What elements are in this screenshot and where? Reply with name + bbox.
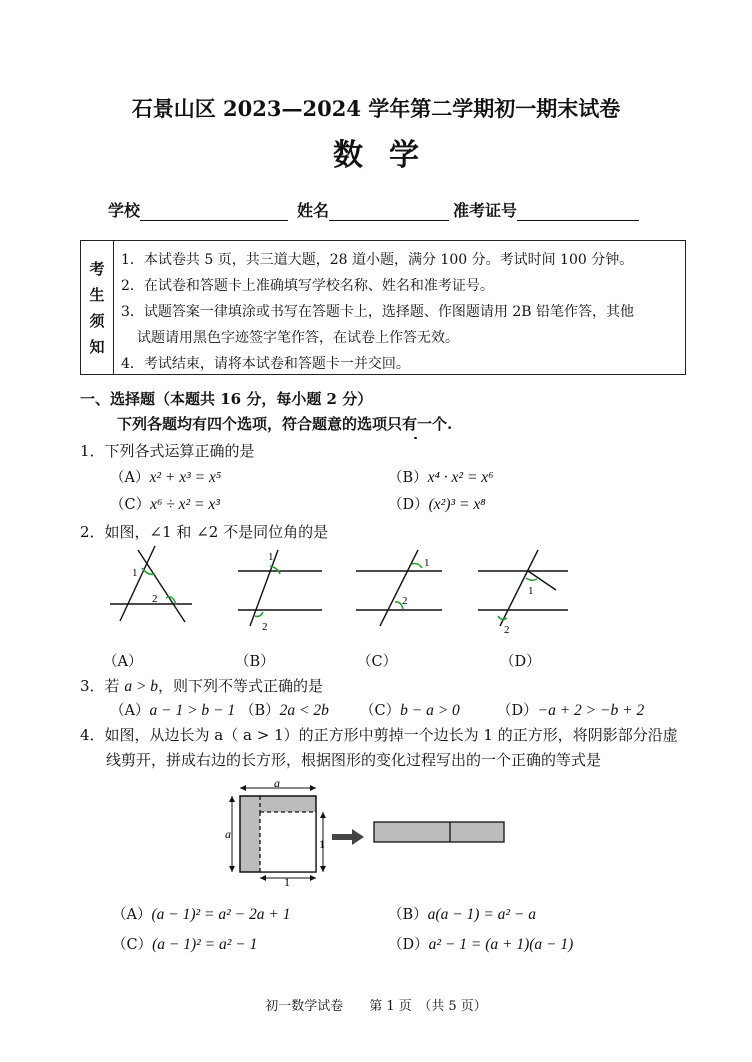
q3-option-d[interactable]: （D）−a + 2 > −b + 2 <box>497 702 645 719</box>
q2-a-angle2: 2 <box>152 593 158 605</box>
name-field <box>297 198 449 221</box>
q3-option-c[interactable]: （C）b − a > 0 <box>360 702 460 719</box>
q2-option-b[interactable]: （B） <box>235 654 275 670</box>
q1-option-b[interactable]: （B）x⁴ · x² = x⁶ <box>388 469 494 486</box>
q1-option-c[interactable]: （C）x⁶ ÷ x² = x³ <box>110 496 220 513</box>
notice-item: 4．考试结束，请将本试卷和答题卡一并交回。 <box>121 356 410 372</box>
q2-d-angle2: 2 <box>504 624 510 636</box>
notice-item: 试题请用黑色字迹签字笔作答，在试卷上作答无效。 <box>137 330 459 346</box>
name-label: 姓名 <box>297 201 330 220</box>
q2-figures <box>100 546 600 638</box>
q3-stem: 3．若 a > b，则下列不等式正确的是 <box>80 677 324 695</box>
q2-c-angle2: 2 <box>402 595 408 607</box>
q2-stem: 2．如图，∠1 和 ∠2 不是同位角的是 <box>80 523 329 541</box>
q1-option-d[interactable]: （D）(x²)³ = x⁸ <box>388 496 486 513</box>
q4-stem-line1: 4．如图，从边长为 a（ a > 1）的正方形中剪掉一个边长为 1 的正方形，将阴影部分沿虚 <box>80 726 678 744</box>
q2-option-a[interactable]: （A） <box>103 654 143 670</box>
q2-option-c[interactable]: （C） <box>357 654 398 670</box>
q4-option-a[interactable]: （A）(a − 1)² = a² − 2a + 1 <box>112 906 291 923</box>
q2-b-angle2: 2 <box>262 621 268 633</box>
q4-left-a: a <box>225 827 231 841</box>
notice-heading: 考 生 须 知 <box>81 241 114 374</box>
section-instruction: 下列各题均有四个选项，符合题意的选项只有一个. <box>117 415 453 433</box>
notice-item: 2．在试卷和答题卡上准确填写学校名称、姓名和准考证号。 <box>121 278 494 294</box>
q4-arrow-icon <box>332 829 364 845</box>
q2-a-angle1: 1 <box>132 567 138 579</box>
notice-item: 3．试题答案一律填涂或书写在答题卡上，选择题、作图题请用 2B 铅笔作答，其他 <box>121 304 635 320</box>
exam-id-label: 准考证号 <box>453 201 518 220</box>
q3-option-b[interactable]: （B）2a < 2b <box>240 702 329 719</box>
q4-option-b[interactable]: （B）a(a − 1) = a² − a <box>388 906 537 923</box>
q3-option-a[interactable]: （A）a − 1 > b − 1 <box>110 702 236 719</box>
q2-figure-a <box>110 546 192 622</box>
q4-top-a: a <box>274 778 280 790</box>
school-field <box>108 198 288 221</box>
q4-rectangle <box>374 822 504 842</box>
q4-removed-square <box>260 812 316 872</box>
page-footer: 初一数学试卷 第 1 页 （共 5 页） <box>265 999 487 1014</box>
subject-title: 数学 <box>333 138 445 173</box>
q2-c-angle1: 1 <box>424 557 430 569</box>
school-label: 学校 <box>108 201 141 220</box>
section-heading: 一、选择题（本题共 16 分，每小题 2 分） <box>80 390 373 408</box>
q4-option-c[interactable]: （C）(a − 1)² = a² − 1 <box>112 936 258 953</box>
q4-bottom-1: 1 <box>284 875 290 888</box>
q4-right-1: 1 <box>319 837 325 851</box>
exam-id-blank[interactable] <box>517 203 639 221</box>
q2-b-angle1: 1 <box>268 551 274 563</box>
q1-stem: 1．下列各式运算正确的是 <box>80 442 255 460</box>
q1-option-a[interactable]: （A）x² + x³ = x⁵ <box>110 469 222 486</box>
notice-item: 1．本试卷共 5 页，共三道大题，28 道小题，满分 100 分。考试时间 100 分钟。 <box>121 252 634 268</box>
q2-d-angle1: 1 <box>528 585 534 597</box>
q4-option-d[interactable]: （D）a² − 1 = (a + 1)(a − 1) <box>388 936 574 953</box>
q4-figure <box>222 778 522 888</box>
q2-figure-d <box>478 550 568 626</box>
q2-figure-b <box>238 550 322 626</box>
exam-title: 石景山区 2023—2024 学年第二学期初一期末试卷 <box>131 96 621 121</box>
q4-stem-line2: 线剪开，拼成右边的长方形，根据图形的变化过程写出的一个正确的等式是 <box>106 751 602 769</box>
exam-id-field <box>453 198 639 221</box>
notice-box <box>80 240 686 375</box>
school-blank[interactable] <box>140 203 288 221</box>
q2-option-d[interactable]: （D） <box>500 654 541 670</box>
name-blank[interactable] <box>329 203 449 221</box>
